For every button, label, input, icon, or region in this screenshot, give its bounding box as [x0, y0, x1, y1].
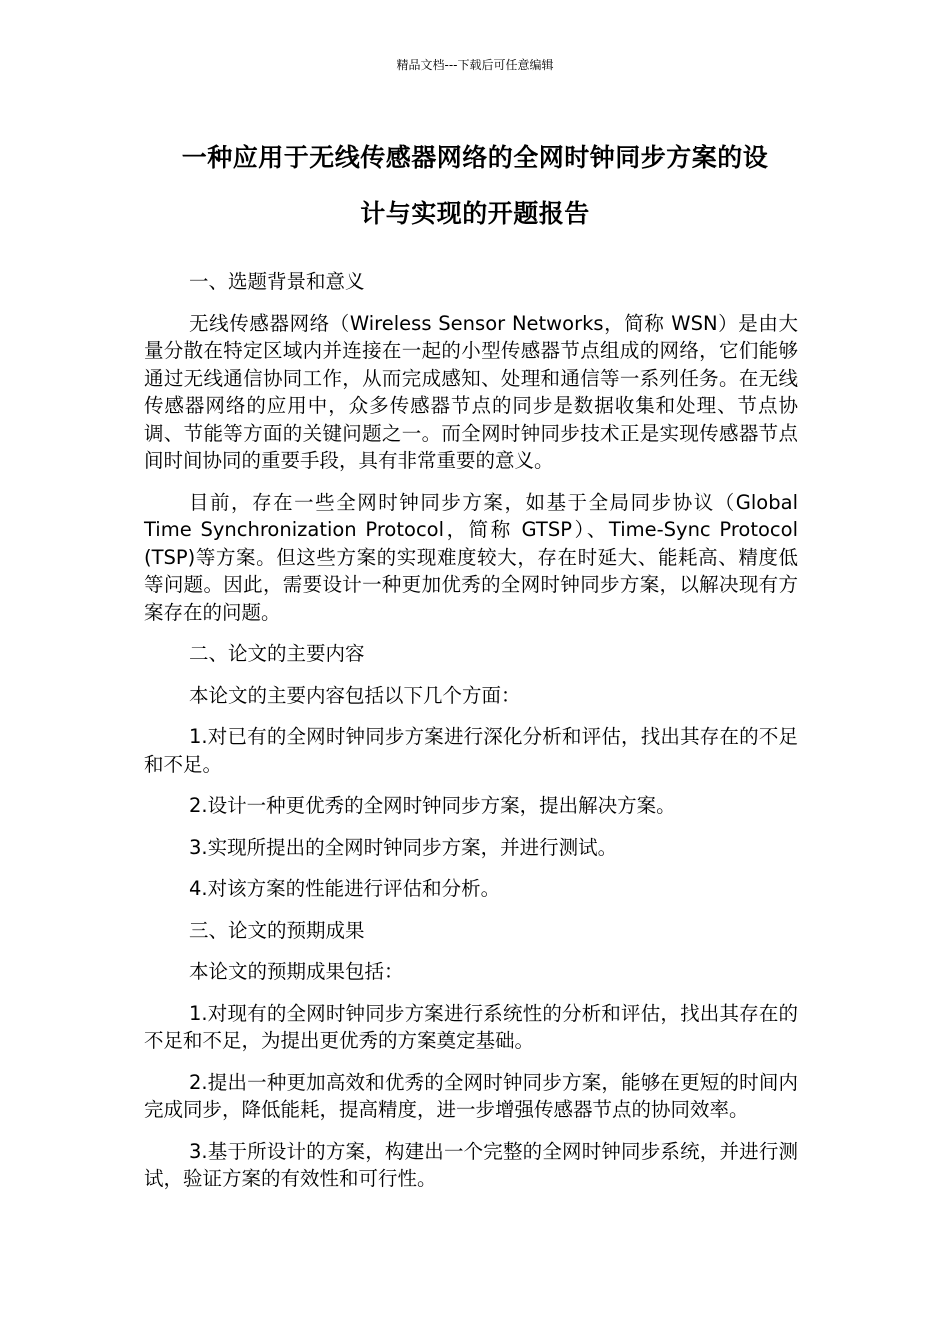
list-item-content-4: 4.对该方案的性能进行评估和分析。	[189, 877, 501, 900]
section-heading-expected-results: 三、论文的预期成果	[189, 918, 365, 942]
paragraph-wsn-intro: 无线传感器网络（Wireless Sensor Networks，简称 WSN）是由大量分散在特定区域内并连接在一起的小型传感器节点组成的网络，它们能够通过无线通信协同工作，从而完成感知、处理和通信等一系列任务。在无线传感器网络的应用中，众多传感器节点的同步是数据收集和处理、节点协调、节能等方面的关键问题之一。而全网时钟同步技术正是实现传感器节点间时间协同的重要手段，具有非常重要的意义。	[144, 311, 798, 472]
document-body	[144, 268, 798, 1207]
paragraph-existing-schemes: 目前，存在一些全网时钟同步方案，如基于全局同步协议（Global Time Synchronization Protocol，简称 GTSP）、Time-Sync Protocol (TSP)等方案。但这些方案的实现难度较大，存在时延大、能耗高、精度低等问题。因此，需要设计一种更加优秀的全网时钟同步方案，以解决现有方案存在的问题。	[144, 490, 798, 624]
list-item-content-1: 1.对已有的全网时钟同步方案进行深化分析和评估，找出其存在的不足和不足。	[144, 725, 798, 776]
title-line-1: 一种应用于无线传感器网络的全网时钟同步方案的设	[181, 143, 769, 172]
section-heading-main-content: 二、论文的主要内容	[189, 642, 365, 665]
document-title	[140, 130, 810, 242]
paragraph-content-intro: 本论文的主要内容包括以下几个方面：	[189, 683, 521, 707]
list-item-result-1: 1.对现有的全网时钟同步方案进行系统性的分析和评估，找出其存在的不足和不足，为提出更优秀的方案奠定基础。	[144, 1001, 798, 1052]
list-item-result-2: 2.提出一种更加高效和优秀的全网时钟同步方案，能够在更短的时间内完成同步，降低能耗，提高精度，进一步增强传感器节点的协同效率。	[144, 1070, 798, 1121]
list-item-content-3: 3.实现所提出的全网时钟同步方案，并进行测试。	[189, 835, 618, 859]
title-line-2: 计与实现的开题报告	[360, 199, 590, 228]
list-item-result-3: 3.基于所设计的方案，构建出一个完整的全网时钟同步系统，并进行测试，验证方案的有效性和可行性。	[144, 1139, 798, 1190]
list-item-content-2: 2.设计一种更优秀的全网时钟同步方案，提出解决方案。	[189, 794, 676, 817]
header-note: 精品文档---下载后可任意编辑	[396, 58, 554, 72]
paragraph-results-intro: 本论文的预期成果包括：	[189, 960, 404, 983]
section-heading-background: 一、选题背景和意义	[189, 270, 365, 293]
